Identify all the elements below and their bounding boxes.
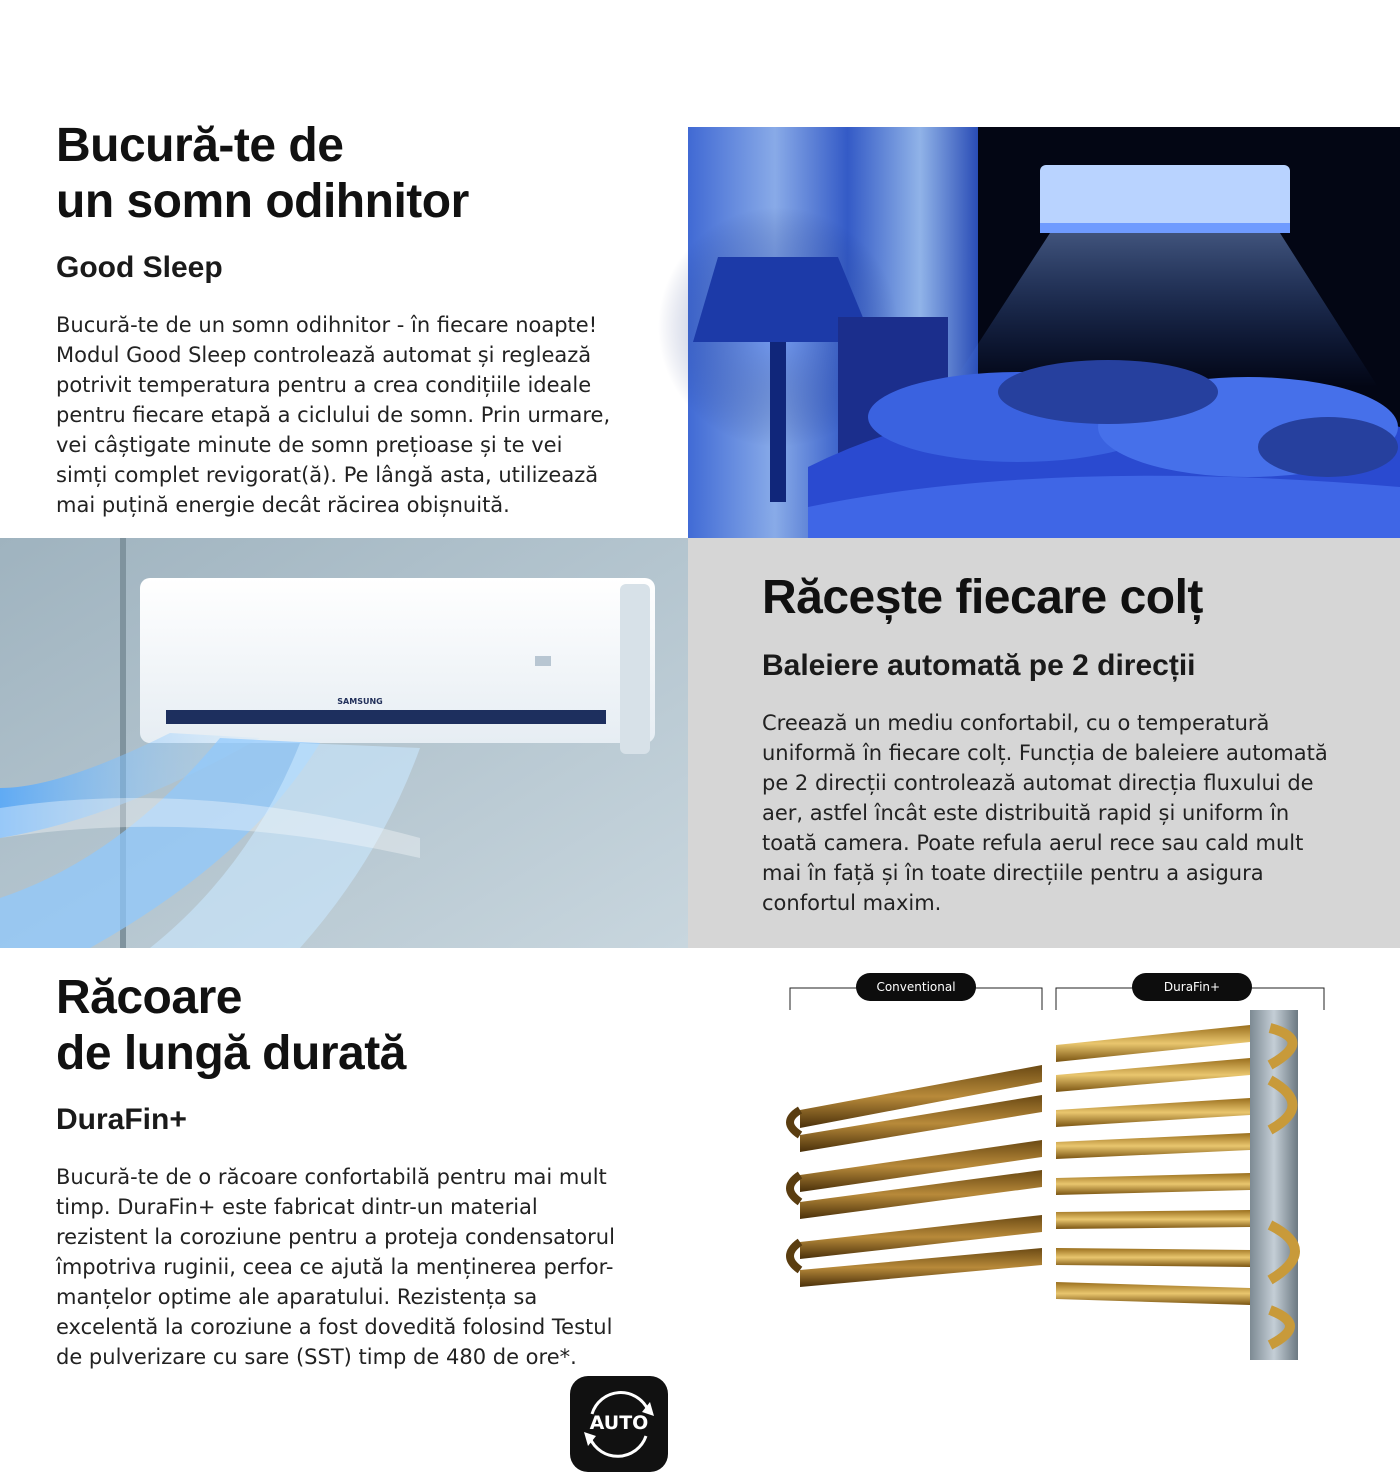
good-sleep-line: simți complet revigorat(ă). Pe lângă asta, utilizează — [56, 463, 599, 487]
auto-swing-line: pe 2 direcții controlează automat direcția fluxului de — [762, 771, 1314, 795]
good-sleep-title-line-1: Bucură-te de — [56, 119, 344, 172]
durafin-title-line-1: Răcoare — [56, 971, 242, 1024]
good-sleep-title-line-2: un somn odihnitor — [56, 175, 469, 228]
good-sleep-line: potrivit temperatura pentru a crea condițiile ideale — [56, 373, 592, 397]
unit-brand-text: SAMSUNG — [337, 697, 383, 706]
durafin-title-line-2: de lungă durată — [56, 1027, 406, 1080]
good-sleep-text-block — [56, 118, 666, 520]
bedroom-night-illustration — [688, 127, 1400, 538]
durafin-line: rezistent la coroziune pentru a proteja condensatorul — [56, 1225, 615, 1249]
auto-swing-badge — [570, 1376, 668, 1472]
durafin-line: Bucură-te de o răcoare confortabilă pentru mai mult — [56, 1165, 607, 1189]
auto-swing-line: toată camera. Poate refula aerul rece sau cald mult — [762, 831, 1304, 855]
durafin-label: DuraFin+ — [1132, 973, 1252, 1001]
durafin-line: împotriva ruginii, ceea ce ajută la menținerea perfor- — [56, 1255, 614, 1279]
auto-swing-line: mai în față și în toate direcțiile pentru a asigura — [762, 861, 1264, 885]
durafin-coil — [1056, 1010, 1298, 1360]
durafin-line: de pulverizare cu sare (SST) timp de 480 de ore*. — [56, 1345, 577, 1369]
conventional-label: Conventional — [856, 973, 976, 1001]
condenser-comparison-image — [780, 970, 1340, 1370]
durafin-text-block — [56, 970, 666, 1372]
auto-swing-subtitle: Baleiere automată pe 2 direcții — [762, 649, 1196, 682]
good-sleep-description — [56, 310, 666, 520]
sleeping-couple-photo — [688, 127, 1400, 538]
auto-swing-title: Răcește fiecare colț — [762, 571, 1203, 624]
auto-badge-label: AUTO — [589, 1412, 649, 1434]
durafin-title — [56, 970, 666, 1082]
durafin-line: manțelor optime ale aparatului. Rezistența sa — [56, 1285, 538, 1309]
good-sleep-line: mai puțină energie decât răcirea obișnuită. — [56, 493, 510, 517]
auto-swing-line: aer, astfel încât este distribuită rapid și uniform în — [762, 801, 1290, 825]
auto-swing-description — [762, 708, 1382, 918]
good-sleep-line: pentru fiecare etapă a ciclului de somn. Prin urmare, — [56, 403, 611, 427]
auto-swing-line: Creează un mediu confortabil, cu o temperatură — [762, 711, 1270, 735]
durafin-subtitle: DuraFin+ — [56, 1103, 187, 1136]
wall-unit-illustration — [0, 538, 688, 948]
auto-swing-text-block — [762, 570, 1382, 918]
good-sleep-line: vei câștigate minute de somn prețioase și te vei — [56, 433, 563, 457]
durafin-description — [56, 1162, 666, 1372]
good-sleep-title — [56, 118, 666, 230]
good-sleep-subtitle: Good Sleep — [56, 251, 223, 284]
durafin-line: timp. DuraFin+ este fabricat dintr-un material — [56, 1195, 538, 1219]
durafin-line: excelentă la coroziune a fost dovedită folosind Testul — [56, 1315, 613, 1339]
conventional-coil — [790, 1065, 1042, 1287]
auto-swing-line: uniformă în fiecare colț. Funcția de baleiere automată — [762, 741, 1328, 765]
good-sleep-line: Bucură-te de un somn odihnitor - în fiecare noapte! — [56, 313, 598, 337]
condenser-coils-illustration — [780, 970, 1340, 1370]
auto-swing-line: confortul maxim. — [762, 891, 942, 915]
good-sleep-line: Modul Good Sleep controlează automat și reglează — [56, 343, 592, 367]
